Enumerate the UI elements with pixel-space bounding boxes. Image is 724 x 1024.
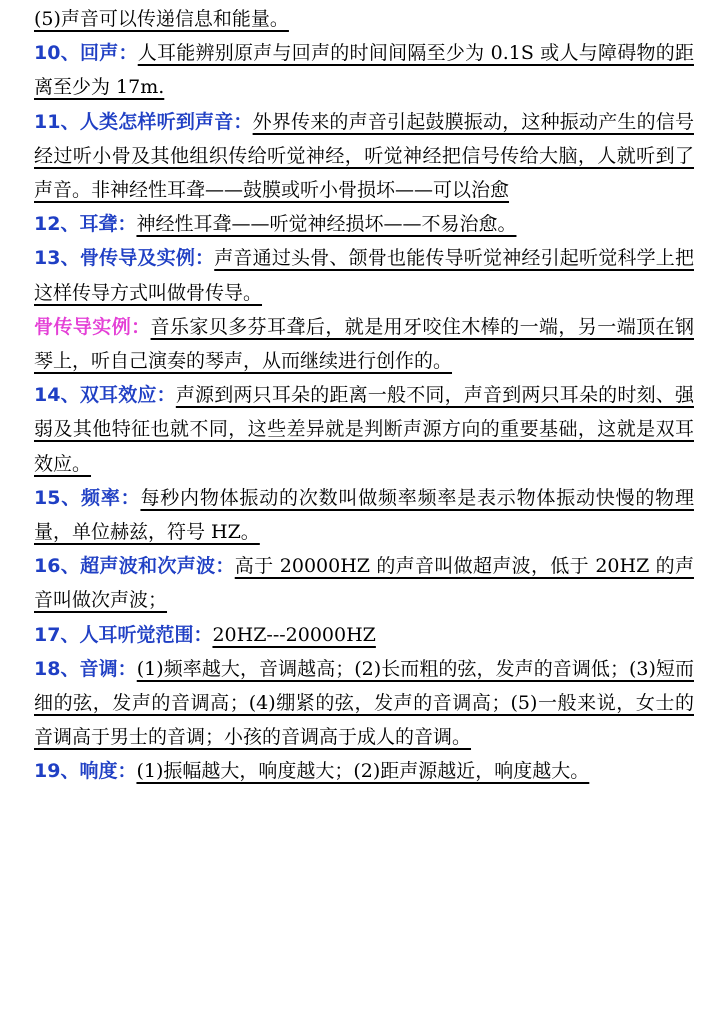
entry-text: 声源到两只耳朵的距离一般不同，声音到两只耳朵的时刻、强弱及其他特征也就不同，这些差异就是判断声源方向的重要基础，这就是双耳效应。 [34, 384, 694, 475]
entry-bone-conduction-example [34, 310, 694, 378]
entry-heading: 14、双耳效应： [34, 384, 176, 407]
entry-heading: 12、耳聋： [34, 213, 137, 236]
document-page [34, 2, 694, 789]
entry-sound-transmits-info [34, 2, 694, 36]
entry-heading: 10、回声： [34, 42, 138, 65]
entry-hearing-range [34, 618, 694, 652]
entry-heading: 19、响度： [34, 760, 137, 783]
entry-bone-conduction [34, 241, 694, 309]
entry-heading: 13、骨传导及实例： [34, 247, 215, 270]
entry-text: 每秒内物体振动的次数叫做频率频率是表示物体振动快慢的物理量，单位赫兹，符号 HZ。 [34, 486, 694, 544]
entry-pitch [34, 652, 694, 755]
entry-text: (1)振幅越大，响度越大；(2)距声源越近，响度越大。 [136, 760, 590, 783]
entry-loudness [34, 754, 694, 788]
entry-text: 高于 20000HZ 的声音叫做超声波，低于 20HZ 的声音叫做次声波； [34, 555, 694, 612]
entry-heading: 11、人类怎样听到声音： [34, 110, 253, 133]
entry-heading: 16、超声波和次声波： [34, 555, 235, 578]
entry-deafness [34, 207, 694, 241]
entry-text: 神经性耳聋——听觉神经损坏——不易治愈。 [136, 213, 517, 236]
entry-text: 音乐家贝多芬耳聋后，就是用牙咬住木棒的一端，另一端顶在钢琴上，听自己演奏的琴声，从而继续进行创作的。 [34, 315, 694, 373]
entry-text: 人耳能辨别原声与回声的时间间隔至少为 0.1S 或人与障碍物的距离至少为 17m. [34, 42, 694, 99]
entry-heading: 15、频率： [34, 486, 141, 509]
entry-heading: 17、人耳听觉范围： [34, 623, 213, 646]
entry-text: (5)声音可以传递信息和能量。 [34, 8, 289, 30]
entry-how-humans-hear [34, 105, 694, 208]
entry-echo [34, 36, 694, 104]
entry-heading: 18、音调： [34, 657, 137, 680]
entry-binaural-effect [34, 378, 694, 481]
entry-frequency [34, 481, 694, 549]
entry-heading-highlight: 骨传导实例： [34, 315, 151, 338]
entry-text: 20HZ---20000HZ [212, 623, 376, 646]
entry-ultrasound-infrasound [34, 549, 694, 617]
entry-text: 声音通过头骨、颌骨也能传导听觉神经引起听觉科学上把这样传导方式叫做骨传导。 [34, 247, 694, 304]
entry-text: 外界传来的声音引起鼓膜振动，这种振动产生的信号经过听小骨及其他组织传给听觉神经，听觉神经把信号传给大脑，人就听到了声音。非神经性耳聋——鼓膜或听小骨损坏——可以治愈 [34, 110, 694, 202]
entry-text: (1)频率越大，音调越高；(2)长而粗的弦，发声的音调低；(3)短而细的弦，发声的音调高；(4)绷紧的弦，发声的音调高；(5)一般来说，女士的音调高于男士的音调；小孩的音调高于成人的音调。 [34, 657, 694, 749]
